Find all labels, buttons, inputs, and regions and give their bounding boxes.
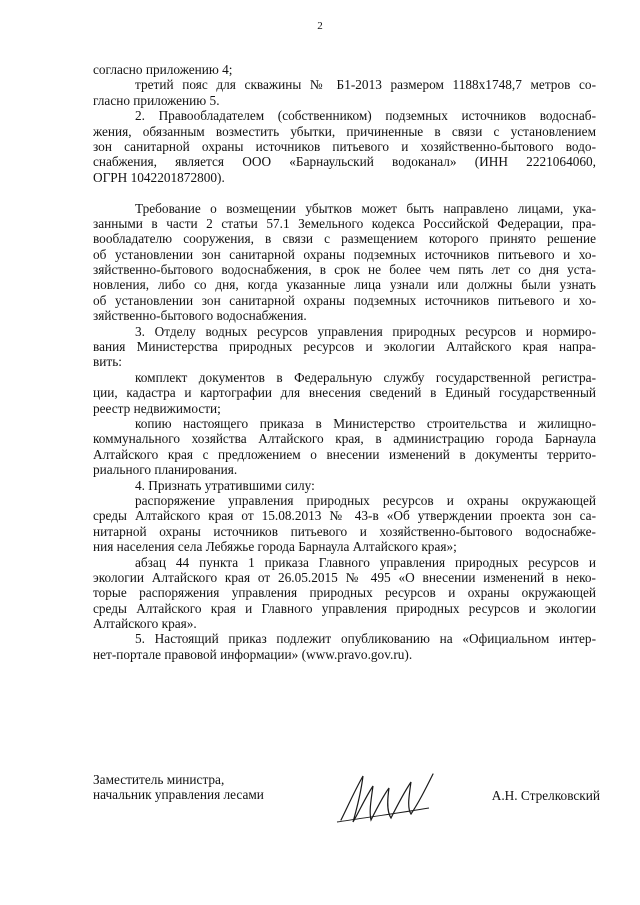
text-line: гласно приложению 5.	[93, 92, 220, 108]
text-line: нитарной охраны источников питьевого и хозяйственно-бытового водоснабже-	[93, 523, 596, 539]
document-body	[93, 62, 596, 662]
text-line: новления, либо со дня, когда указанные лица узнали или должны были узнать	[93, 277, 596, 293]
text-line: среды Алтайского края от 15.08.2013 № 43-в «Об утверждении проекта зон са-	[93, 508, 596, 524]
text-line: экологии Алтайского края от 26.05.2015 № 495 «О внесении изменений в неко-	[93, 569, 596, 585]
text-line: вания Министерства природных ресурсов и экологии Алтайского края напра-	[93, 339, 596, 355]
signer-name: А.Н. Стрелковский	[491, 788, 600, 803]
text-line: нет-портале правовой информации» (www.pravo.gov.ru).	[93, 646, 413, 662]
handwritten-signature	[333, 768, 443, 828]
text-line: 2. Правообладателем (собственником) подземных источников водоснаб-	[135, 108, 596, 124]
text-line: ОГРН 1042201872800).	[93, 169, 225, 185]
text-line: Алтайского края с предложением о внесении изменений в документы террито-	[93, 446, 596, 462]
text-line: Алтайского края».	[93, 616, 197, 632]
text-line: зон санитарной охраны источников питьевого и хозяйственно-бытового водо-	[93, 138, 596, 154]
text-line: комплект документов в Федеральную службу государственной регистра-	[135, 369, 596, 385]
text-line: третий пояс для скважины № Б1-2013 размером 1188х1748,7 метров со-	[135, 77, 596, 93]
paragraph-gap	[93, 185, 596, 200]
text-line: копию настоящего приказа в Министерство строительства и жилищно-	[135, 415, 596, 431]
text-line: об установлении зон санитарной охраны подземных источников питьевого и хо-	[93, 292, 596, 308]
text-line: зяйственно-бытового водоснабжения, в срок не более чем пять лет со дня уста-	[93, 262, 596, 278]
text-line: снабжения, является ООО «Барнаульский водоканал» (ИНН 2221064060,	[93, 154, 596, 170]
text-line: зяйственно-бытового водоснабжения.	[93, 308, 307, 324]
text-line: об установлении зон санитарной охраны подземных источников питьевого и хо-	[93, 246, 596, 262]
text-line: ции, кадастра и картографии для внесения сведений в Единый государственный	[93, 385, 596, 401]
text-line: 3. Отделу водных ресурсов управления природных ресурсов и нормиро-	[135, 323, 596, 339]
text-line: торые распоряжения управления природных ресурсов и охраны окружающей	[93, 585, 596, 601]
signer-title-line1: Заместитель министра,	[93, 772, 225, 787]
text-line: вить:	[93, 354, 122, 370]
text-line: занными в части 2 статьи 57.1 Земельного кодекса Российской Федерации, пра-	[93, 215, 596, 231]
text-line: среды Алтайского края и Главного управления природных ресурсов и экологии	[93, 600, 596, 616]
text-line: 5. Настоящий приказ подлежит опубликованию на «Официальном интер-	[135, 631, 596, 647]
page-number: 2	[317, 20, 323, 32]
text-line: 4. Признать утратившими силу:	[135, 477, 315, 493]
text-line: абзац 44 пункта 1 приказа Главного управления природных ресурсов и	[135, 554, 596, 570]
text-line: реестр недвижимости;	[93, 400, 221, 416]
text-line: вообладателю сооружения, в связи с размещением которого принято решение	[93, 231, 596, 247]
text-line: согласно приложению 4;	[93, 62, 233, 77]
text-line: распоряжение управления природных ресурсов и охраны окружающей	[135, 492, 596, 508]
signature-block	[93, 768, 600, 838]
text-line: риального планирования.	[93, 462, 238, 478]
signer-title	[93, 772, 264, 803]
text-line: жения, обязанным возместить убытки, причиненные в связи с установлением	[93, 123, 596, 139]
text-line: ния населения села Лебяжье города Барнаула Алтайского края»;	[93, 539, 457, 555]
text-line: коммунального хозяйства Алтайского края, в администрацию города Барнаула	[93, 431, 596, 447]
signer-title-line2: начальник управления лесами	[93, 787, 264, 803]
text-line: Требование о возмещении убытков может быть направлено лицами, ука-	[135, 200, 596, 216]
